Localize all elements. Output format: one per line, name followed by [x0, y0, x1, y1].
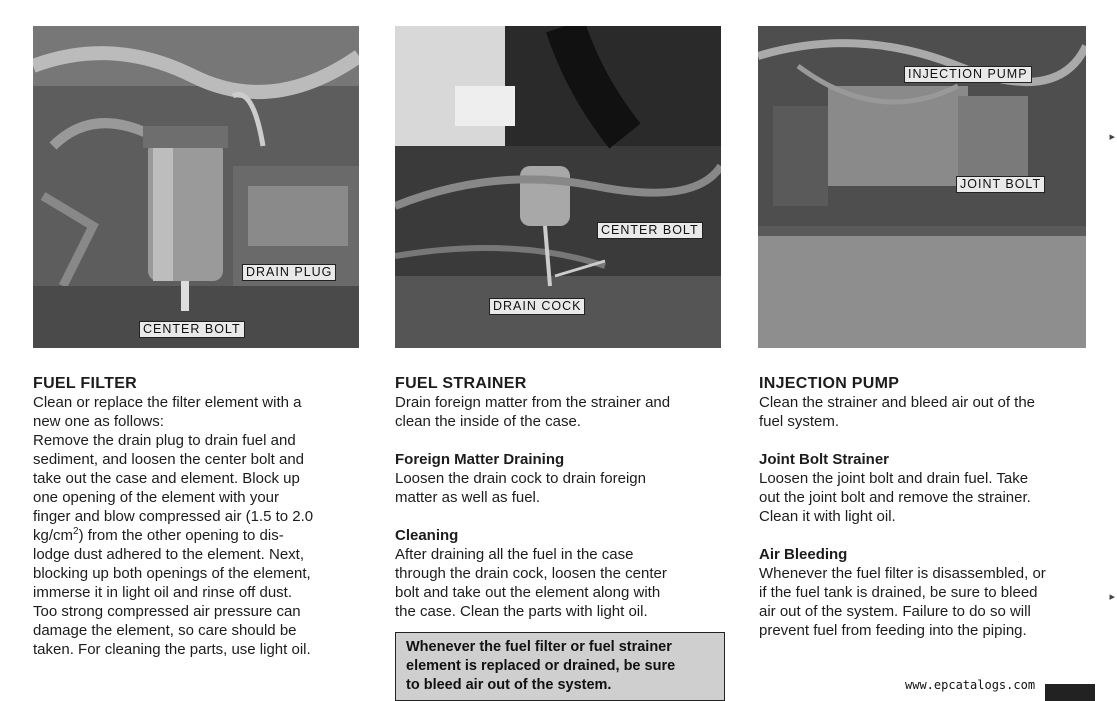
- air-bleeding-heading: Air Bleeding: [759, 546, 848, 563]
- body-line: immerse it in light oil and rinse off dust.: [33, 584, 293, 601]
- body-line: taken. For cleaning the parts, use light oil.: [33, 641, 311, 658]
- body-line: matter as well as fuel.: [395, 489, 541, 506]
- injection-pump-callout: INJECTION PUMP: [904, 66, 1032, 83]
- body-line: air out of the system. Failure to do so will: [759, 603, 1031, 620]
- body-line: Remove the drain plug to drain fuel and: [33, 432, 296, 449]
- body-line: Loosen the drain cock to drain foreign: [395, 470, 646, 487]
- body-line: finger and blow compressed air (1.5 to 2.0: [33, 508, 314, 525]
- margin-mark-icon: ▸: [1109, 131, 1115, 143]
- fuel-filter-photo: [33, 26, 359, 348]
- margin-mark-icon: ▸: [1109, 591, 1115, 603]
- bleed-air-notice: [395, 632, 725, 701]
- body-line: blocking up both openings of the element,: [33, 565, 311, 582]
- notice-line: Whenever the fuel filter or fuel strainer: [406, 639, 672, 655]
- body-line: damage the element, so care should be: [33, 622, 297, 639]
- joint-bolt-strainer-heading: Joint Bolt Strainer: [759, 451, 890, 468]
- body-line: sediment, and loosen the center bolt and: [33, 451, 305, 468]
- body-line: [33, 526, 361, 545]
- notice-line: element is replaced or drained, be sure: [406, 658, 676, 674]
- body-line: Clean or replace the filter element with a: [33, 394, 302, 411]
- body-line: lodge dust adhered to the element. Next,: [33, 546, 305, 563]
- unit-suffix: ) from the other opening to dis-: [78, 527, 284, 544]
- footer-url[interactable]: www.epcatalogs.com: [905, 678, 1036, 692]
- body-line: take out the case and element. Block up: [33, 470, 300, 487]
- body-line: through the drain cock, loosen the center: [395, 565, 667, 582]
- foreign-matter-draining-heading: Foreign Matter Draining: [395, 451, 565, 468]
- fuel-strainer-section: [395, 374, 725, 621]
- center-bolt-callout: CENTER BOLT: [139, 321, 245, 338]
- center-bolt-callout: CENTER BOLT: [597, 222, 703, 239]
- body-line: out the joint bolt and remove the strainer.: [759, 489, 1031, 506]
- body-line: Too strong compressed air pressure can: [33, 603, 301, 620]
- body-line: clean the inside of the case.: [395, 413, 581, 430]
- drain-plug-callout: DRAIN PLUG: [242, 264, 336, 281]
- body-line: one opening of the element with your: [33, 489, 279, 506]
- body-line: new one as follows:: [33, 413, 164, 430]
- body-line: prevent fuel from feeding into the piping.: [759, 622, 1027, 639]
- fuel-filter-heading: FUEL FILTER: [33, 375, 138, 392]
- body-line: Drain foreign matter from the strainer and: [395, 394, 671, 411]
- injection-pump-photo: [758, 26, 1086, 348]
- body-line: Whenever the fuel filter is disassembled, or: [759, 565, 1046, 582]
- injection-pump-section: [759, 374, 1089, 640]
- fuel-strainer-photo: [395, 26, 721, 348]
- cleaning-heading: Cleaning: [395, 527, 459, 544]
- drain-cock-callout: DRAIN COCK: [489, 298, 585, 315]
- body-line: After draining all the fuel in the case: [395, 546, 634, 563]
- fuel-filter-section: [33, 374, 361, 659]
- body-line: fuel system.: [759, 413, 840, 430]
- notice-line: to bleed air out of the system.: [406, 677, 612, 693]
- fuel-strainer-heading: FUEL STRAINER: [395, 375, 527, 392]
- body-line: if the fuel tank is drained, be sure to bleed: [759, 584, 1038, 601]
- body-line: the case. Clean the parts with light oil.: [395, 603, 648, 620]
- body-line: Clean the strainer and bleed air out of the: [759, 394, 1036, 411]
- injection-pump-heading: INJECTION PUMP: [759, 375, 900, 392]
- joint-bolt-callout: JOINT BOLT: [956, 176, 1045, 193]
- body-line: Clean it with light oil.: [759, 508, 896, 525]
- body-line: bolt and take out the element along with: [395, 584, 661, 601]
- footer-bar: [1045, 684, 1095, 701]
- body-line: Loosen the joint bolt and drain fuel. Take: [759, 470, 1029, 487]
- unit-text: kg/cm: [33, 527, 74, 544]
- unit-superscript: 2: [73, 526, 79, 537]
